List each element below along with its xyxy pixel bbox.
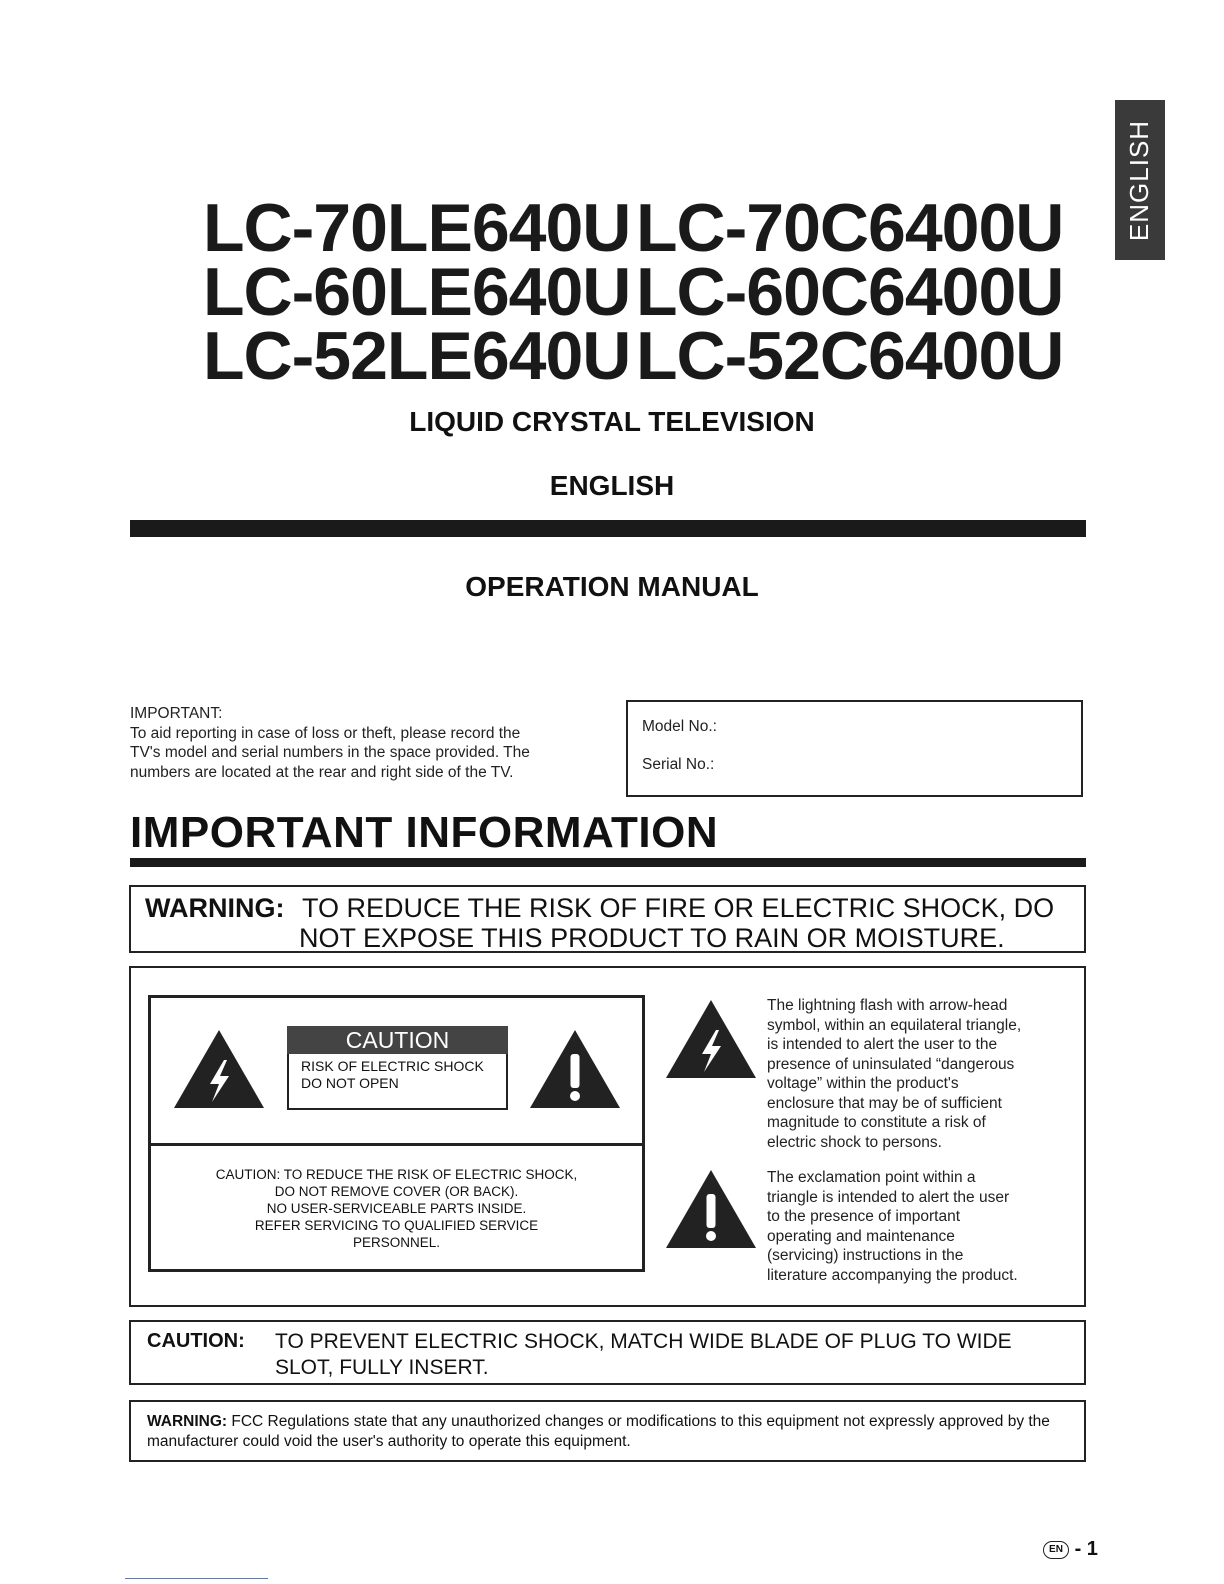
caution-panel-line: DO NOT REMOVE COVER (OR BACK). bbox=[274, 1184, 519, 1199]
product-type: LIQUID CRYSTAL TELEVISION bbox=[409, 406, 815, 437]
model-number: LC-70C6400U bbox=[636, 190, 1064, 266]
caution-panel-text bbox=[150, 1166, 643, 1251]
description-line: to the presence of important bbox=[767, 1208, 961, 1225]
section-title: IMPORTANT INFORMATION bbox=[130, 808, 719, 857]
section-divider bbox=[130, 858, 1086, 867]
description-line: The lightning flash with arrow-head bbox=[767, 997, 1008, 1014]
language-tab bbox=[1115, 100, 1165, 260]
fcc-warning-body: FCC Regulations state that any unauthorized changes or modifications to this equipment not expressly approved by the manufacturer could void the user's authority to operate this equipment. bbox=[147, 1413, 1050, 1450]
page-number-value: - 1 bbox=[1074, 1538, 1098, 1560]
important-note bbox=[130, 704, 580, 782]
caution-label-line: RISK OF ELECTRIC SHOCK bbox=[301, 1058, 484, 1074]
warning-box-moisture bbox=[129, 885, 1086, 953]
description-line: presence of uninsulated “dangerous bbox=[767, 1055, 1015, 1073]
model-number: LC-52C6400U bbox=[636, 318, 1064, 394]
description-line: The exclamation point within a bbox=[767, 1169, 976, 1186]
warning-line: TO REDUCE THE RISK OF FIRE OR ELECTRIC SHOCK, DO bbox=[302, 893, 1055, 923]
important-note-line: TV's model and serial numbers in the space provided. The bbox=[130, 744, 530, 761]
warning-label: WARNING: bbox=[147, 1413, 228, 1430]
description-line: literature accompanying the product. bbox=[767, 1266, 1018, 1284]
model-number-label: Model No.: bbox=[642, 718, 717, 735]
language-heading: ENGLISH bbox=[549, 470, 675, 501]
divider-bar bbox=[130, 520, 1086, 537]
footer-line bbox=[125, 1578, 268, 1579]
description-line: symbol, within an equilateral triangle, bbox=[767, 1016, 1022, 1034]
warning-line: NOT EXPOSE THIS PRODUCT TO RAIN OR MOISTURE. bbox=[299, 923, 1005, 953]
serial-number-label: Serial No.: bbox=[642, 756, 715, 773]
description-line: electric shock to persons. bbox=[767, 1133, 942, 1151]
caution-panel-line: NO USER-SERVICEABLE PARTS INSIDE. bbox=[266, 1201, 527, 1216]
description-line: triangle is intended to alert the user bbox=[767, 1188, 1010, 1206]
serial-record-box bbox=[626, 700, 1083, 797]
description-line: operating and maintenance bbox=[767, 1227, 955, 1245]
page-number bbox=[1043, 1538, 1098, 1561]
model-list-left bbox=[203, 190, 631, 394]
lightning-triangle-icon bbox=[664, 998, 758, 1080]
caution-label-box bbox=[287, 1054, 508, 1110]
exclamation-triangle-icon bbox=[528, 1028, 622, 1110]
model-number: LC-70LE640U bbox=[203, 190, 631, 266]
exclamation-description bbox=[767, 1168, 1067, 1285]
description-line: is intended to alert the user to the bbox=[767, 1036, 998, 1053]
fcc-warning-text bbox=[147, 1412, 1067, 1452]
important-note-heading: IMPORTANT: bbox=[130, 705, 223, 722]
description-line: (servicing) instructions in the bbox=[767, 1247, 964, 1264]
caution-line: SLOT, FULLY INSERT. bbox=[275, 1356, 489, 1379]
caution-label: CAUTION: bbox=[147, 1330, 245, 1352]
model-number: LC-60LE640U bbox=[203, 254, 631, 330]
caution-box-plug bbox=[129, 1320, 1086, 1385]
model-number: LC-52LE640U bbox=[203, 318, 631, 394]
caution-panel-line: REFER SERVICING TO QUALIFIED SERVICE bbox=[254, 1218, 539, 1233]
model-list-right bbox=[636, 190, 1064, 394]
caution-label-line: DO NOT OPEN bbox=[301, 1075, 399, 1091]
en-badge-icon: EN bbox=[1043, 1541, 1069, 1559]
manual-title: OPERATION MANUAL bbox=[465, 571, 759, 602]
exclamation-triangle-icon bbox=[664, 1168, 758, 1250]
caution-panel-line: CAUTION: TO REDUCE THE RISK OF ELECTRIC SHOCK, bbox=[215, 1167, 578, 1182]
model-number: LC-60C6400U bbox=[636, 254, 1064, 330]
warning-box-fcc bbox=[129, 1400, 1086, 1462]
lightning-description bbox=[767, 996, 1067, 1152]
description-line: enclosure that may be of sufficient bbox=[767, 1094, 1002, 1112]
caution-header: CAUTION bbox=[287, 1026, 508, 1054]
language-tab-label: ENGLISH bbox=[1124, 119, 1155, 241]
panel-divider bbox=[150, 1143, 643, 1146]
lightning-triangle-icon bbox=[172, 1028, 266, 1110]
important-note-line: numbers are located at the rear and right side of the TV. bbox=[130, 763, 514, 781]
description-line: magnitude to constitute a risk of bbox=[767, 1114, 986, 1131]
description-line: voltage” within the product's bbox=[767, 1075, 959, 1092]
important-note-line: To aid reporting in case of loss or theft, please record the bbox=[130, 724, 521, 742]
caution-line: TO PREVENT ELECTRIC SHOCK, MATCH WIDE BLADE OF PLUG TO WIDE bbox=[275, 1330, 1012, 1353]
warning-label: WARNING: bbox=[145, 893, 285, 923]
caution-panel-line: PERSONNEL. bbox=[352, 1235, 441, 1250]
